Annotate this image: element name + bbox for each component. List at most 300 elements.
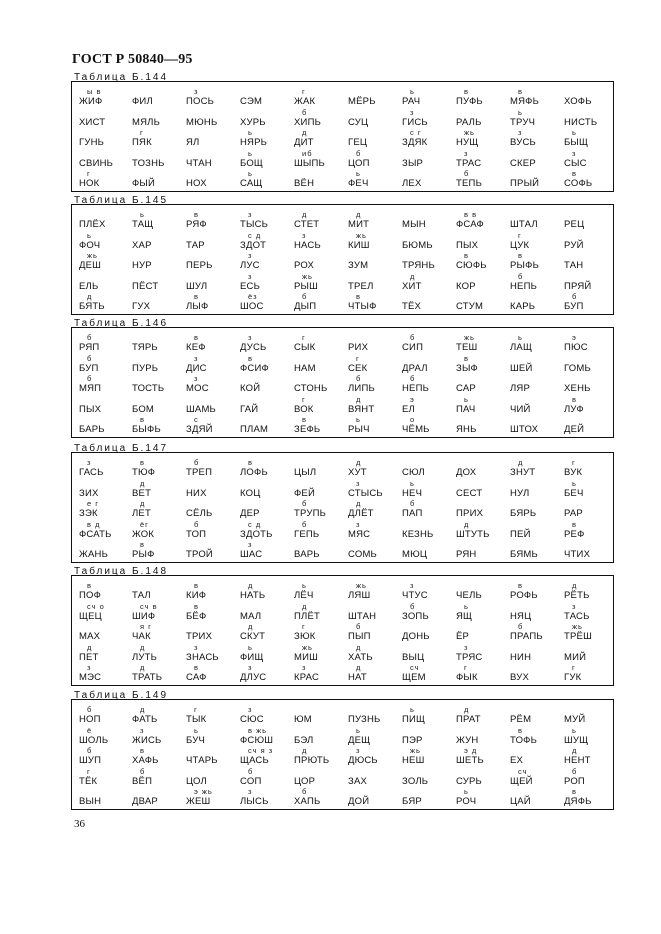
phonetic-mark: в xyxy=(140,458,145,467)
word: ПЛАМ xyxy=(240,424,269,435)
phonetic-mark: б xyxy=(194,519,200,529)
table-cell xyxy=(402,109,462,128)
table-cell xyxy=(348,480,408,499)
word: ВАРЬ xyxy=(294,549,320,560)
table-cell xyxy=(402,396,462,415)
word: ШОЛЬ xyxy=(79,734,109,746)
phonetic-mark xyxy=(186,170,246,178)
word: МЯЛЬ xyxy=(132,116,161,128)
phonetic-mark xyxy=(510,521,570,529)
phonetic-mark: д xyxy=(572,746,578,755)
phonetic-mark: ь xyxy=(248,148,253,158)
word: НЯЦ xyxy=(510,610,532,622)
phonetic-mark: д xyxy=(248,622,254,631)
word: ЛЕХ xyxy=(402,178,422,189)
word: ФОЧ xyxy=(79,239,101,251)
table-cell xyxy=(456,747,516,766)
table-cell xyxy=(456,623,516,642)
word: ТЁХ xyxy=(402,301,422,312)
table-cell xyxy=(564,521,624,540)
phonetic-mark: з xyxy=(572,601,577,611)
table-cell xyxy=(402,334,462,353)
word: ДЕЩ xyxy=(348,734,371,746)
table-cell xyxy=(132,252,192,271)
word: ЧИЙ xyxy=(510,403,531,415)
phonetic-mark: з xyxy=(248,210,253,219)
table-cell xyxy=(348,747,408,766)
word: ВЁП xyxy=(132,775,153,787)
phonetic-mark: з xyxy=(194,87,199,96)
table-cell xyxy=(79,603,139,622)
phonetic-mark: е г xyxy=(87,499,99,508)
phonetic-mark: б xyxy=(464,169,470,178)
phonetic-mark xyxy=(510,375,570,383)
phonetic-mark xyxy=(240,109,300,117)
table-cell xyxy=(564,727,624,746)
table-cell xyxy=(456,706,516,725)
phonetic-mark: б xyxy=(518,271,524,281)
table-cell xyxy=(456,109,516,128)
phonetic-mark: д xyxy=(356,642,362,652)
table-cell xyxy=(348,644,408,663)
table-cell xyxy=(402,150,462,169)
table-cell xyxy=(132,109,192,128)
phonetic-mark xyxy=(132,88,192,96)
word: КОЙ xyxy=(240,383,261,394)
phonetic-mark: ь xyxy=(464,394,469,404)
table-cell xyxy=(79,706,139,725)
table-cell xyxy=(510,747,570,766)
phonetic-mark: в xyxy=(87,581,92,590)
word: БЫФЬ xyxy=(132,424,161,435)
phonetic-mark xyxy=(510,355,570,363)
table-cell xyxy=(79,541,139,560)
phonetic-mark: б xyxy=(248,766,254,776)
word: ДОХ xyxy=(456,467,477,478)
phonetic-mark: в xyxy=(464,353,469,363)
table-cell xyxy=(348,88,408,107)
phonetic-mark: ь xyxy=(356,169,361,178)
word: НОК xyxy=(79,178,100,189)
table-cell xyxy=(402,788,462,807)
word: ПУФЬ xyxy=(456,96,483,107)
table-cell xyxy=(402,768,462,787)
word: СЮЛ xyxy=(402,467,425,478)
word: ТЮФ xyxy=(132,467,156,478)
word: НИСТЬ xyxy=(564,116,598,128)
word: ЛОФЬ xyxy=(240,467,268,478)
phonetic-mark xyxy=(240,500,300,508)
phonetic-mark xyxy=(510,500,570,508)
phonetic-mark xyxy=(564,88,624,96)
word: МИЙ xyxy=(564,651,587,663)
table-cell xyxy=(132,644,192,663)
phonetic-mark xyxy=(186,150,246,158)
word: ФИЩ xyxy=(240,651,264,663)
word: СОП xyxy=(240,775,262,787)
phonetic-mark: д xyxy=(302,601,308,611)
phonetic-mark: д xyxy=(140,642,146,652)
word: ЧТУС xyxy=(402,590,428,601)
word: РЁТЬ xyxy=(564,590,590,601)
phonetic-mark: д xyxy=(140,663,146,672)
table-cell xyxy=(132,459,192,478)
word: НЕНТ xyxy=(564,755,591,766)
table-cell xyxy=(186,252,246,271)
phonetic-mark xyxy=(294,727,354,735)
table-cell xyxy=(456,334,516,353)
phonetic-mark: в xyxy=(572,787,577,796)
word: ЦОР xyxy=(294,775,316,787)
table-cell xyxy=(456,644,516,663)
word: НИН xyxy=(510,651,532,663)
table-cell xyxy=(294,109,354,128)
word: ЗОЛЬ xyxy=(402,775,429,787)
word: МЮНЬ xyxy=(186,116,218,128)
phonetic-mark: б xyxy=(410,499,416,508)
word: МЫН xyxy=(402,219,426,230)
phonetic-mark: о xyxy=(410,415,416,424)
table-cell xyxy=(564,416,624,435)
table-cell xyxy=(510,232,570,251)
word: БЮМЬ xyxy=(402,239,433,251)
table-cell xyxy=(186,88,246,107)
word: ЛАЩ xyxy=(510,342,533,353)
page-number: 36 xyxy=(74,818,85,830)
word: НАМ xyxy=(294,362,316,374)
phonetic-mark: в xyxy=(356,292,361,301)
word: ПРЮТЬ xyxy=(294,755,330,766)
word: БОМ xyxy=(132,403,155,415)
table-cell xyxy=(186,293,246,312)
word: ШТУТЬ xyxy=(456,528,490,540)
word: ПАП xyxy=(402,508,423,519)
table-cell xyxy=(186,273,246,292)
phonetic-mark xyxy=(79,150,139,158)
phonetic-mark: з xyxy=(140,725,145,735)
table-cell xyxy=(294,727,354,746)
table-cell xyxy=(294,623,354,642)
word: ЧТАН xyxy=(186,157,212,169)
word: ВЫН xyxy=(79,796,102,807)
phonetic-mark xyxy=(456,293,516,301)
phonetic-mark: жь xyxy=(572,622,583,631)
phonetic-mark xyxy=(402,788,462,796)
word: ТАР xyxy=(186,239,205,251)
word: ШАС xyxy=(240,549,263,560)
word: ДИТ xyxy=(294,137,314,148)
word: ЦАЙ xyxy=(510,796,531,807)
table-cell xyxy=(348,211,408,230)
table-cell xyxy=(348,459,408,478)
phonetic-mark xyxy=(456,768,516,776)
phonetic-mark xyxy=(510,541,570,549)
word: НАСЬ xyxy=(294,239,321,251)
word: ЗАХ xyxy=(348,775,368,787)
table-cell xyxy=(510,334,570,353)
table-cell xyxy=(348,623,408,642)
word: ЗУМ xyxy=(348,260,369,271)
phonetic-mark: в xyxy=(194,292,199,301)
table-cell xyxy=(240,88,300,107)
phonetic-mark xyxy=(402,459,462,467)
word: ТОФЬ xyxy=(510,734,538,746)
phonetic-mark xyxy=(456,375,516,383)
phonetic-mark: в xyxy=(140,540,145,549)
table-cell xyxy=(348,129,408,148)
phonetic-mark: з xyxy=(194,642,199,652)
word: ЗНАСЬ xyxy=(186,651,219,663)
table-cell xyxy=(402,500,462,519)
table-cell xyxy=(456,603,516,622)
phonetic-mark xyxy=(240,603,300,611)
word: ЦЫЛ xyxy=(294,467,317,478)
phonetic-mark: г xyxy=(302,622,306,631)
table-cell xyxy=(456,541,516,560)
phonetic-mark: д xyxy=(410,271,416,281)
table-cell xyxy=(564,273,624,292)
word: ФСЮШ xyxy=(240,734,274,746)
word: ЗДЯК xyxy=(402,137,428,148)
phonetic-mark xyxy=(294,768,354,776)
phonetic-mark: с д xyxy=(248,519,262,529)
phonetic-mark: з xyxy=(194,353,199,363)
word: ШУЩ xyxy=(564,734,589,746)
word: ШТОХ xyxy=(510,424,539,435)
phonetic-mark xyxy=(186,109,246,117)
phonetic-mark xyxy=(402,727,462,735)
phonetic-mark: ёз xyxy=(248,292,258,301)
phonetic-mark xyxy=(348,541,408,549)
table-cell xyxy=(456,459,516,478)
phonetic-mark xyxy=(564,500,624,508)
phonetic-mark: г xyxy=(356,353,360,363)
word: НЕПЬ xyxy=(510,280,538,292)
word: РЯП xyxy=(79,342,100,353)
word: БЯМЬ xyxy=(510,549,538,560)
word: ЕЛЬ xyxy=(79,280,99,292)
phonetic-mark: жь xyxy=(464,128,475,137)
table-cell xyxy=(402,416,462,435)
word: ГУК xyxy=(564,672,582,683)
word: ШТАН xyxy=(348,610,377,622)
word: СТЫСЬ xyxy=(348,487,383,499)
word: СЁЛЬ xyxy=(186,508,213,519)
table-cell xyxy=(456,293,516,312)
table-cell xyxy=(456,416,516,435)
table-cell xyxy=(240,375,300,394)
word: РЯН xyxy=(456,549,477,560)
phonetic-mark xyxy=(79,396,139,404)
word: ХИПЬ xyxy=(294,116,322,128)
word: ПРЫЙ xyxy=(510,178,540,189)
table-cell xyxy=(456,521,516,540)
word: ХЕНЬ xyxy=(564,383,591,394)
table-cell xyxy=(132,355,192,374)
word: НУЩ xyxy=(456,137,479,148)
word: КЕЗНЬ xyxy=(402,528,434,540)
table-cell xyxy=(510,623,570,642)
word: ФЫК xyxy=(456,672,478,683)
phonetic-mark xyxy=(510,644,570,652)
word: ПЭР xyxy=(402,734,423,746)
phonetic-mark xyxy=(79,623,139,631)
table-cell xyxy=(186,211,246,230)
word: РОП xyxy=(564,775,585,787)
word-table xyxy=(71,327,614,438)
table-cell xyxy=(132,500,192,519)
phonetic-mark: ё xyxy=(87,725,93,735)
table-cell xyxy=(132,334,192,353)
phonetic-mark xyxy=(510,747,570,755)
table-cell xyxy=(240,747,300,766)
word: ТРЯНЬ xyxy=(402,260,435,271)
word: ТРАТЬ xyxy=(132,672,163,683)
table-cell xyxy=(402,706,462,725)
phonetic-mark xyxy=(132,582,192,590)
table-cell xyxy=(240,252,300,271)
phonetic-mark: в xyxy=(518,87,523,96)
table-cell xyxy=(564,150,624,169)
phonetic-mark xyxy=(186,623,246,631)
phonetic-mark xyxy=(294,375,354,383)
phonetic-mark xyxy=(564,232,624,240)
word: НИХ xyxy=(186,487,207,499)
word: ПЫХ xyxy=(79,403,102,415)
phonetic-mark: сч xyxy=(410,663,420,672)
table-cell xyxy=(564,623,624,642)
phonetic-mark: с г xyxy=(410,128,422,137)
word: НЕЧ xyxy=(402,487,423,499)
phonetic-mark: ь xyxy=(140,210,145,219)
word: ЮМ xyxy=(294,714,312,725)
phonetic-mark xyxy=(186,480,246,488)
word: ШОС xyxy=(240,301,264,312)
phonetic-mark xyxy=(402,293,462,301)
word: СОМЬ xyxy=(348,549,377,560)
word: РЕФ xyxy=(564,528,585,540)
phonetic-mark xyxy=(132,375,192,383)
phonetic-mark xyxy=(132,788,192,796)
phonetic-mark: я г xyxy=(140,622,152,631)
word: ЛУС xyxy=(240,260,260,271)
phonetic-mark: жь xyxy=(464,333,475,342)
word: РАЛЬ xyxy=(456,116,482,128)
phonetic-mark: б xyxy=(572,766,578,776)
phonetic-mark: в xyxy=(518,251,523,260)
table-cell xyxy=(132,541,192,560)
phonetic-mark: в д xyxy=(87,519,101,529)
word: ТЯРЬ xyxy=(132,342,158,353)
table-cell xyxy=(186,334,246,353)
table-cell xyxy=(186,727,246,746)
phonetic-mark: б xyxy=(302,107,308,117)
table-cell xyxy=(402,459,462,478)
table-cell xyxy=(186,747,246,766)
word: РЫФЬ xyxy=(510,260,540,271)
phonetic-mark: г xyxy=(140,128,144,137)
table-cell xyxy=(132,211,192,230)
phonetic-mark: в xyxy=(572,519,577,529)
phonetic-mark: з xyxy=(248,787,253,796)
word: ШАМЬ xyxy=(186,403,216,415)
phonetic-mark: ь xyxy=(464,601,469,611)
word: ВУК xyxy=(564,467,583,478)
phonetic-mark xyxy=(186,252,246,260)
word: ВЯНТ xyxy=(348,403,375,415)
table-cell xyxy=(348,375,408,394)
phonetic-mark: д xyxy=(356,210,362,219)
word: ФЫЙ xyxy=(132,178,156,189)
phonetic-mark: в в xyxy=(464,210,478,219)
word: ЗЫР xyxy=(402,157,424,169)
word: МЯФЬ xyxy=(510,96,540,107)
phonetic-mark: д xyxy=(140,499,146,508)
table-cell xyxy=(294,480,354,499)
table-cell xyxy=(240,150,300,169)
phonetic-mark: жь xyxy=(302,642,313,652)
table-caption: Таблица Б.145 xyxy=(74,195,169,206)
table-cell xyxy=(564,396,624,415)
table-cell xyxy=(564,541,624,560)
phonetic-mark: д xyxy=(302,746,308,755)
word: ТЕПЬ xyxy=(456,178,483,189)
table-cell xyxy=(132,396,192,415)
table-cell xyxy=(294,211,354,230)
table-cell xyxy=(294,500,354,519)
phonetic-mark xyxy=(564,644,624,652)
phonetic-mark: б xyxy=(194,458,200,467)
word: БУП xyxy=(564,301,584,312)
phonetic-mark xyxy=(456,273,516,281)
phonetic-mark: в xyxy=(572,169,577,178)
phonetic-mark xyxy=(564,706,624,714)
word: СУЦ xyxy=(348,116,369,128)
word: ТЫК xyxy=(186,714,207,725)
table-cell xyxy=(186,375,246,394)
table-cell xyxy=(564,375,624,394)
word: ПУРЬ xyxy=(132,362,159,374)
word: ХАТЬ xyxy=(348,651,373,663)
table-cell xyxy=(132,706,192,725)
table-cell xyxy=(132,603,192,622)
table-cell xyxy=(510,459,570,478)
phonetic-mark xyxy=(294,170,354,178)
phonetic-mark xyxy=(348,252,408,260)
phonetic-mark: ь xyxy=(248,169,253,178)
table-cell xyxy=(294,747,354,766)
phonetic-mark: в xyxy=(194,601,199,611)
word: РАЧ xyxy=(402,96,421,107)
word: ЦУК xyxy=(510,239,530,251)
phonetic-mark: б xyxy=(410,374,416,383)
phonetic-mark: ь xyxy=(356,415,361,424)
table-cell xyxy=(510,150,570,169)
phonetic-mark: з xyxy=(194,374,199,383)
word: ЛУФ xyxy=(564,403,584,415)
word: ТОЗНЬ xyxy=(132,157,165,169)
phonetic-mark xyxy=(510,211,570,219)
table-cell xyxy=(132,232,192,251)
word: ЖАНЬ xyxy=(79,549,109,560)
word: ЩЕЦ xyxy=(79,610,102,622)
phonetic-mark xyxy=(186,541,246,549)
phonetic-mark xyxy=(79,211,139,219)
phonetic-mark xyxy=(186,500,246,508)
phonetic-mark: ь xyxy=(302,581,307,590)
phonetic-mark: б xyxy=(140,766,146,776)
phonetic-mark: з xyxy=(410,581,415,590)
